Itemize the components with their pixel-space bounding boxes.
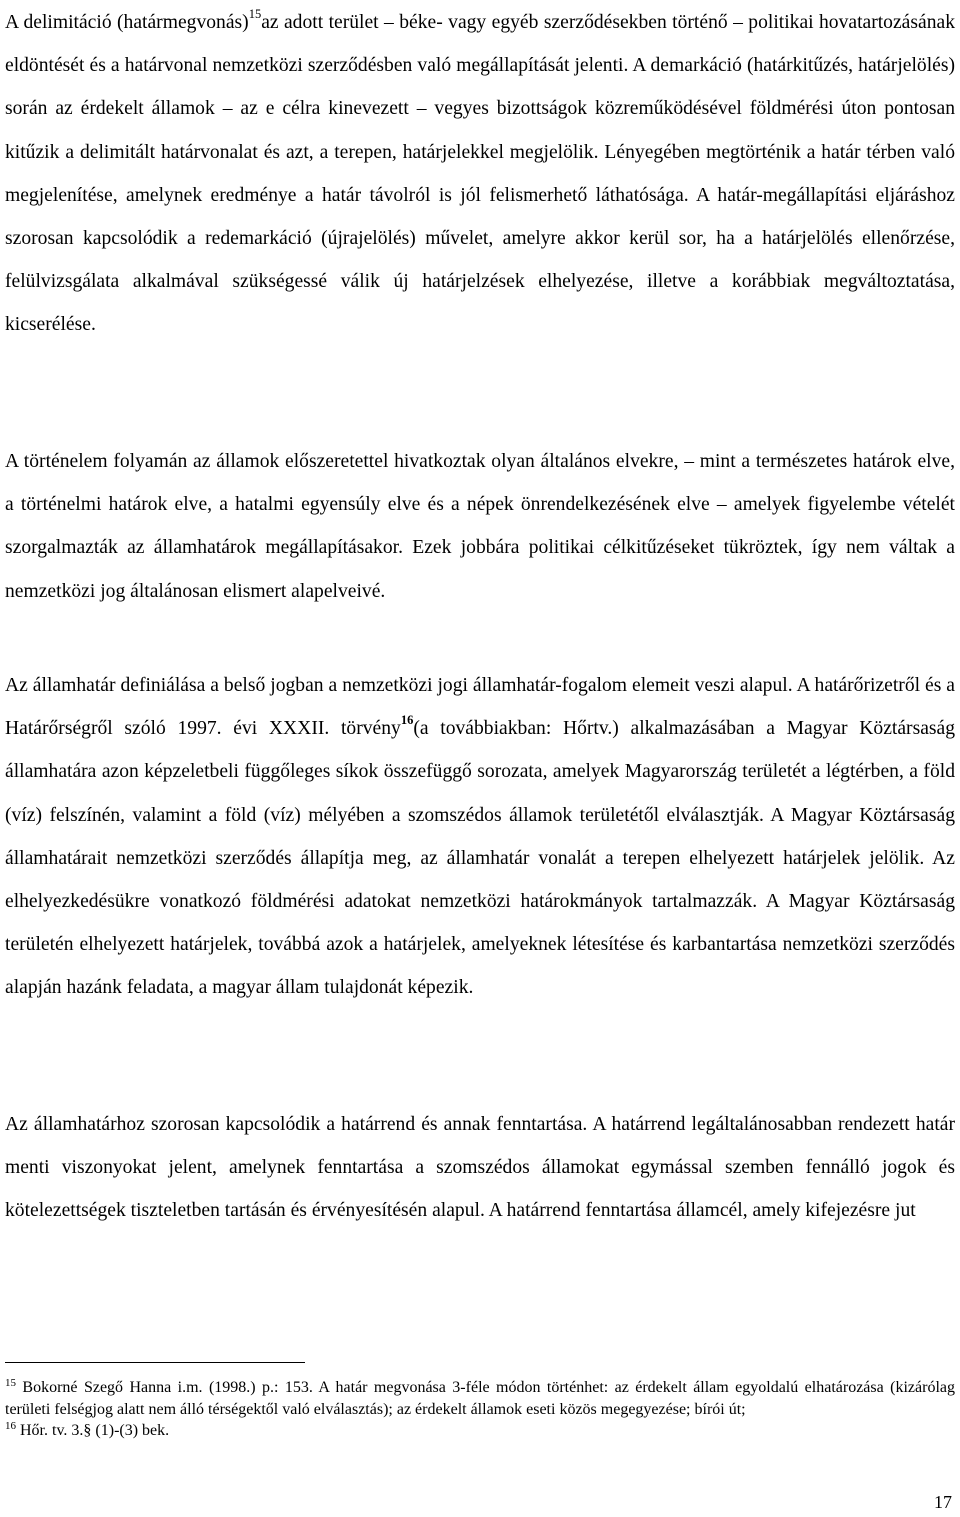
footnote-number: 16 — [5, 1420, 16, 1432]
paragraph-border-order: Az államhatárhoz szorosan kapcsolódik a határrend és annak fenntartása. A határrend legáltalánosabban rendezett határ menti viszonyokat jelent, amelynek fenntartása a szomszédos államokat egymással szemben fennálló jogok és kötelezettségek tiszteletben tartásán és érvényesítésén alapul. A határrend fenntartása államcél, amely kifejezésre jut — [5, 1114, 955, 1222]
page-number: 17 — [934, 1492, 952, 1512]
footnote-16 — [5, 1420, 955, 1442]
paragraph-text: A delimitáció (határmegvonás) — [5, 12, 249, 33]
footnote-text: Hőr. tv. 3.§ (1)-(3) bek. — [16, 1422, 170, 1439]
footnotes — [5, 1377, 955, 1442]
footnote-15 — [5, 1377, 955, 1420]
paragraph-border-definition — [5, 664, 955, 1010]
paragraph-text: az adott terület – béke- vagy egyéb szerződésekben történő – politikai hovatartozásának eldöntését és a határvonal nemzetközi szerződésben való megállapítását jelenti. A demarkáció (határkitűzés, határjelölés) során az érdekelt államok – az e célra kinevezett – vegyes bizottságok közreműködésével földmérési úton pontosan kitűzik a delimitált határvonalat és azt, a terepen, határjelekkel megjelölik. Lényegében megtörténik a határ térben való megjelenítése, amelynek eredménye a határ távolról is jól felismerhető láthatósága. A határ-megállapítási eljáráshoz szorosan kapcsolódik a redemarkáció (újrajelölés) művelet, amelyre akkor kerül sor, ha a határjelölés ellenőrzése, felülvizsgálata alkalmával szükségessé válik új határjelzések elhelyezése, illetve a korábbiak megváltoztatása, kicserélése. — [5, 12, 955, 336]
footnote-separator — [5, 1362, 305, 1363]
footnote-text: Bokorné Szegő Hanna i.m. (1998.) p.: 153. A határ megvonása 3-féle módon történhet: az érdekelt állam egyoldalú elhatározása (kizárólag területi felségjog alatt nem álló térségektől való elválasztás); az érdekelt államok eseti közös megegyezése; bírói út; — [5, 1379, 955, 1418]
paragraph-history: A történelem folyamán az államok előszeretettel hivatkoztak olyan általános elvekre, – mint a természetes határok elve, a történelmi határok elve, a hatalmi egyensúly elve és a népek önrendelkezésének elve – amelyek figyelembe vételét szorgalmazták az államhatárok megállapításakor. Ezek jobbára politikai célkitűzéseket tükröztek, így nem váltak a nemzetközi jog általánosan elismert alapelveivé. — [5, 451, 955, 602]
footnote-number: 15 — [5, 1377, 16, 1389]
document-page — [5, 0, 955, 1517]
paragraph-text: Az államhatár definiálása a belső jogban a nemzetközi jogi államhatár-fogalom elemeit veszi alapul. A határőrizetről és a Határőrségről szóló 1997. évi XXXII. törvény — [5, 675, 955, 740]
paragraph-delimitation — [5, 1, 955, 347]
footnote-ref-16[interactable]: 16 — [400, 713, 414, 728]
footnote-ref-15[interactable]: 15 — [248, 7, 262, 21]
paragraph-text: (a továbbiakban: Hőrtv.) alkalmazásában a Magyar Köztársaság államhatára azon képzeletbeli függőleges síkok összefüggő sorozata, amelyek Magyarország területét a légtérben, a föld (víz) felszínén, valamint a föld (víz) mélyében a szomszédos államok területétől elválasztják. A Magyar Köztársaság államhatárait nemzetközi szerződés állapítja meg, az államhatár vonalát a terepen elhelyezett határjelek jelölik. Az elhelyezkedésükre vonatkozó földmérési adatokat nemzetközi határokmányok tartalmazzák. A Magyar Köztársaság területén elhelyezett határjelek, továbbá azok a határjelek, amelyeknek létesítése és karbantartása nemzetközi szerződés alapján hazánk feladata, a magyar állam tulajdonát képezik. — [5, 718, 956, 999]
